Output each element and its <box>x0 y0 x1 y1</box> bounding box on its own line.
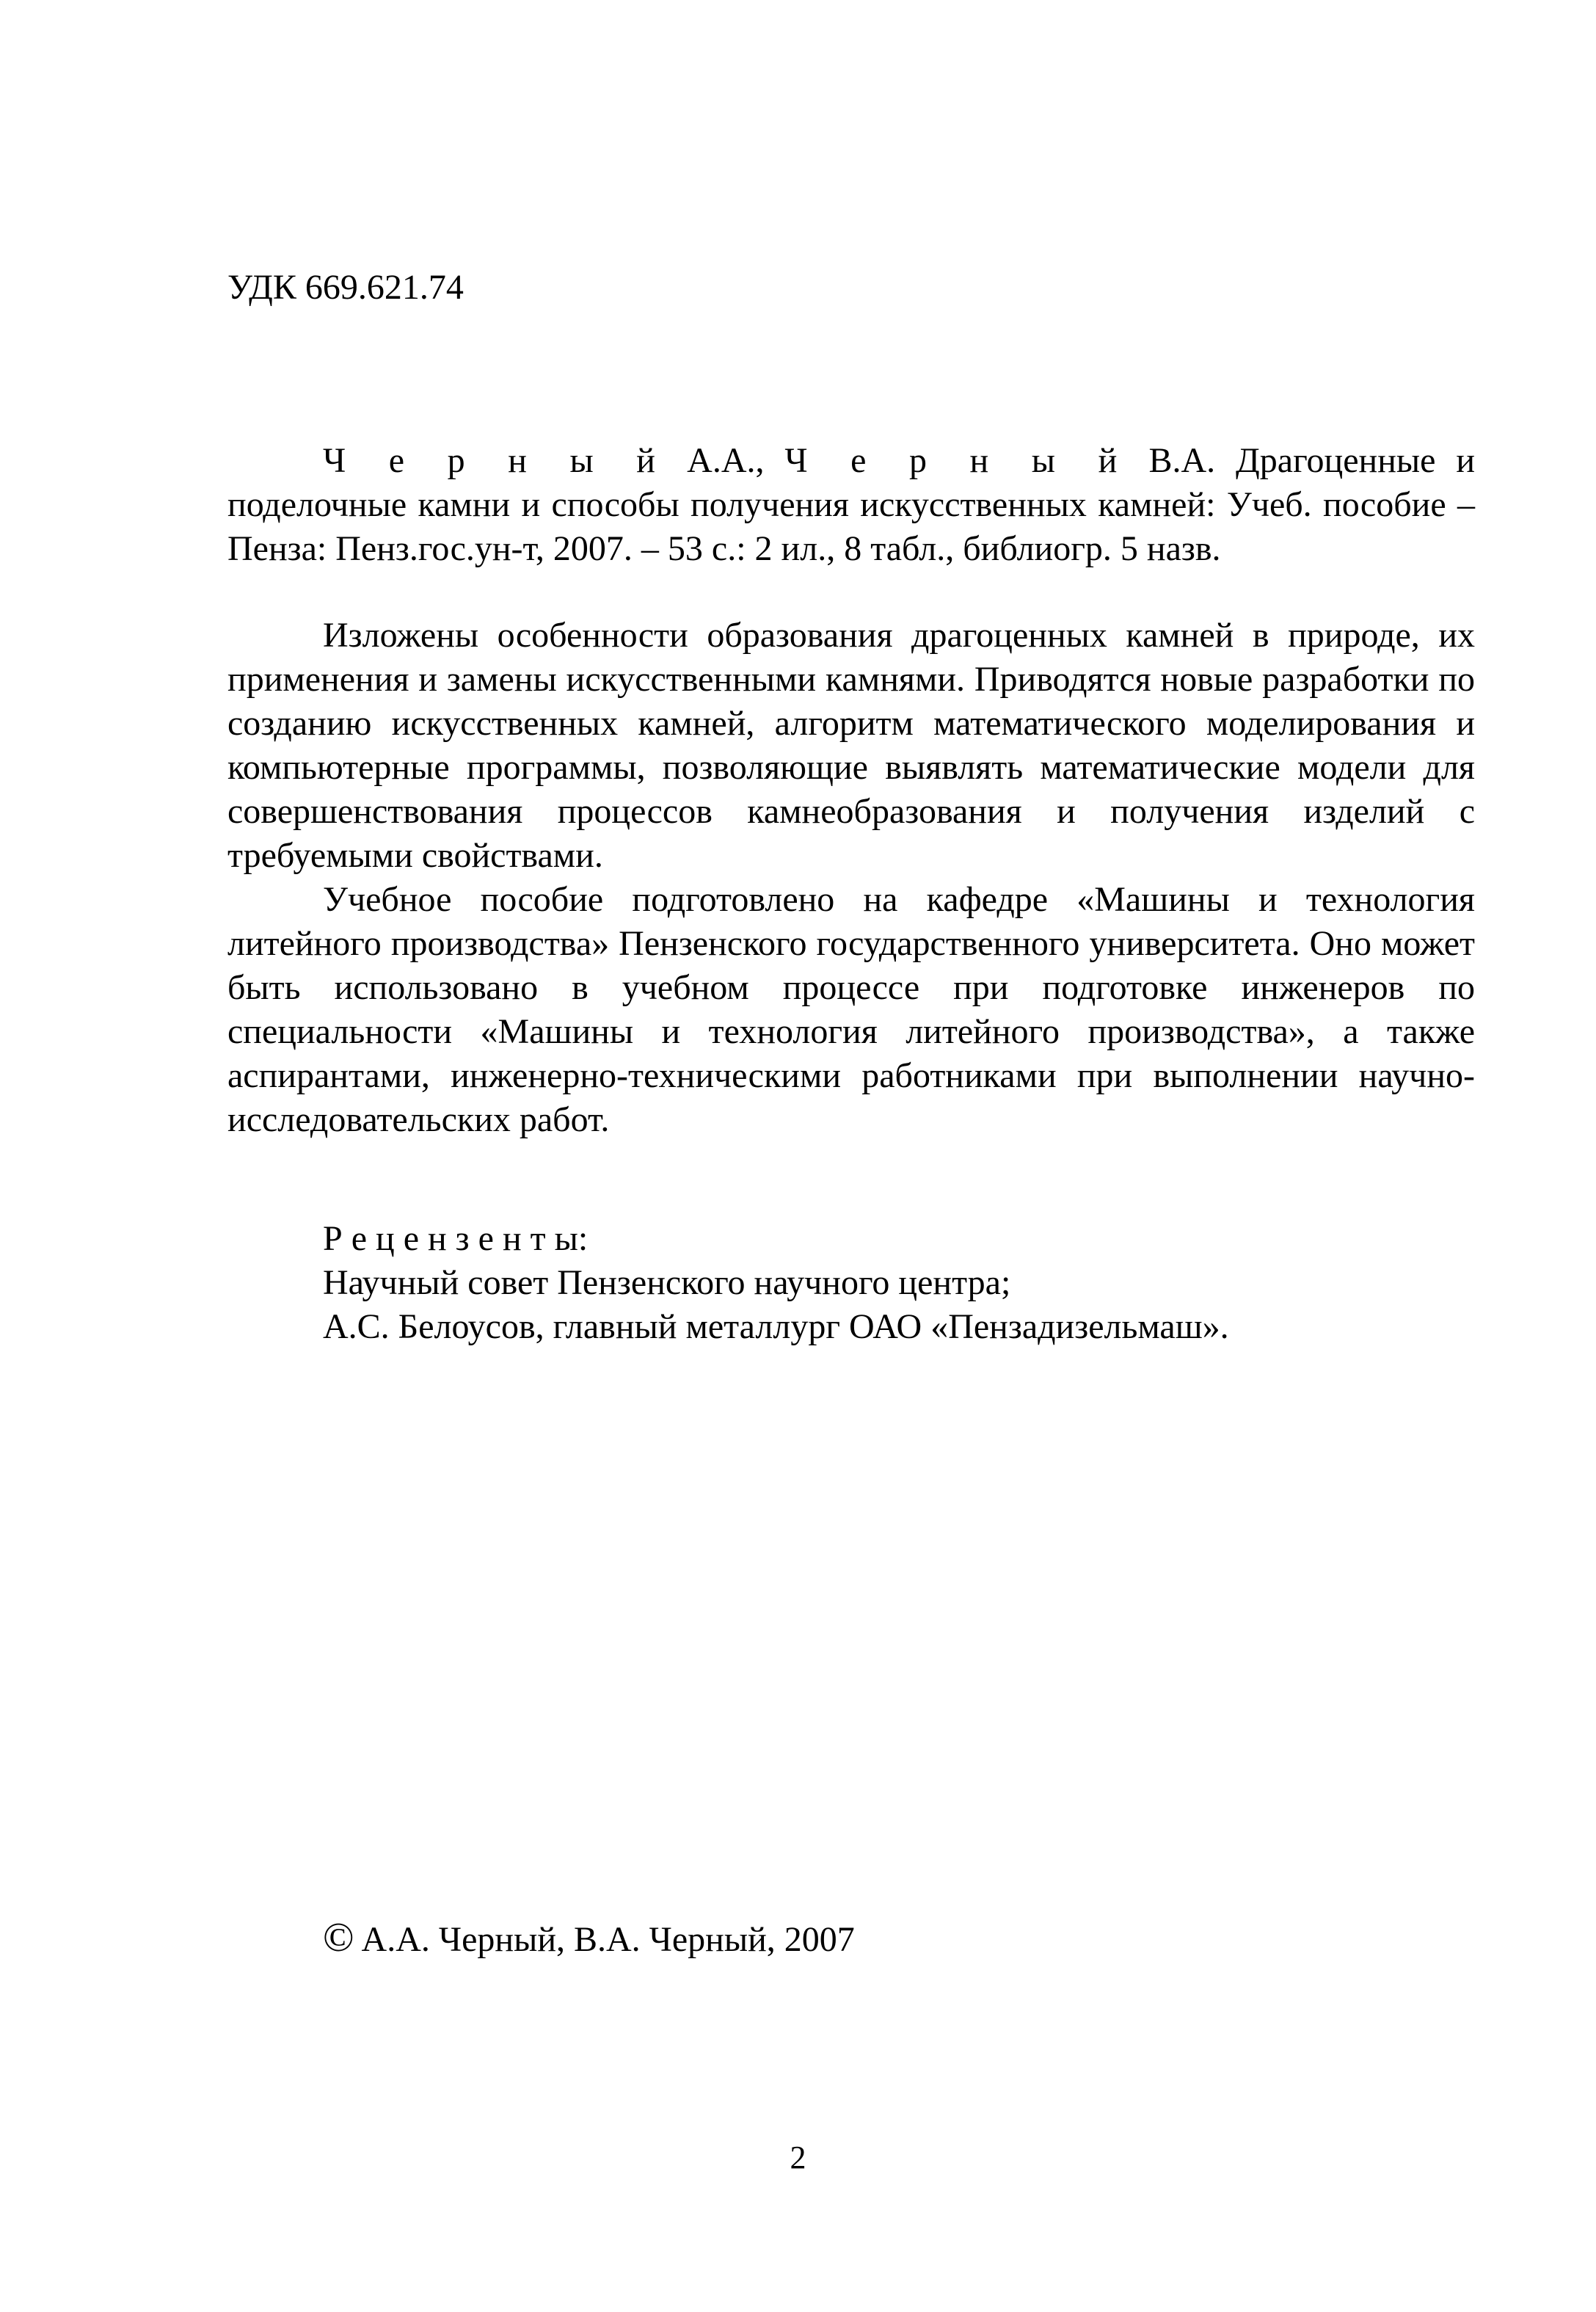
author2-surname: Ч е р н ы й <box>784 441 1129 480</box>
reviewer-2: А.С. Белоусов, главный металлург ОАО «Пензадизельмаш». <box>323 1307 1229 1346</box>
reviewers <box>323 1217 1475 1349</box>
reviewer-1: Научный совет Пензенского научного центра; <box>323 1263 1011 1302</box>
author2-initials: В.А. <box>1128 441 1236 480</box>
copyright-icon: © <box>323 1915 354 1960</box>
copyright <box>323 1916 1475 1962</box>
udk-code: УДК 669.621.74 <box>227 268 464 307</box>
bibliographic-entry <box>227 439 1475 571</box>
bibliographic-description: Драгоценные и поделочные камни и способы получения искусственных камней: Учеб. пособие – Пенза: Пенз.гос.ун-т, 2007. – 53 с.: 2 ил., 8 табл., библиогр. 5 назв. <box>227 441 1476 568</box>
author1-surname: Ч е р н ы й <box>323 441 667 480</box>
bibliographic-record <box>227 439 1475 571</box>
reviewers-heading: Р е ц е н з е н т ы: <box>323 1219 589 1258</box>
copyright-text: А.А. Черный, В.А. Черный, 2007 <box>361 1920 855 1959</box>
abstract-paragraph-2: Учебное пособие подготовлено на кафедре «Машины и технология литейного производства» Пензенского государственного университета. Оно может быть использовано в учебном процессе при подготовке инженеров по специальности «Машины и технология литейного производства», а также аспирантами, инженерно-техническими работниками при выполнении научно-исследовательских работ. <box>227 880 1475 1139</box>
page-number: 2 <box>790 2140 806 2175</box>
author1-initials: А.А., <box>666 441 785 480</box>
abstract <box>227 614 1475 1142</box>
abstract-paragraph-1: Изложены особенности образования драгоценных камней в природе, их применения и замены искусственными камнями. Приводятся новые разработки по созданию искусственных камней, алгоритм математического моделирования и компьютерные программы, позволяющие выявлять математические модели для совершенствования процессов камнеобразования и получения изделий с требуемыми свойствами. <box>227 616 1475 875</box>
